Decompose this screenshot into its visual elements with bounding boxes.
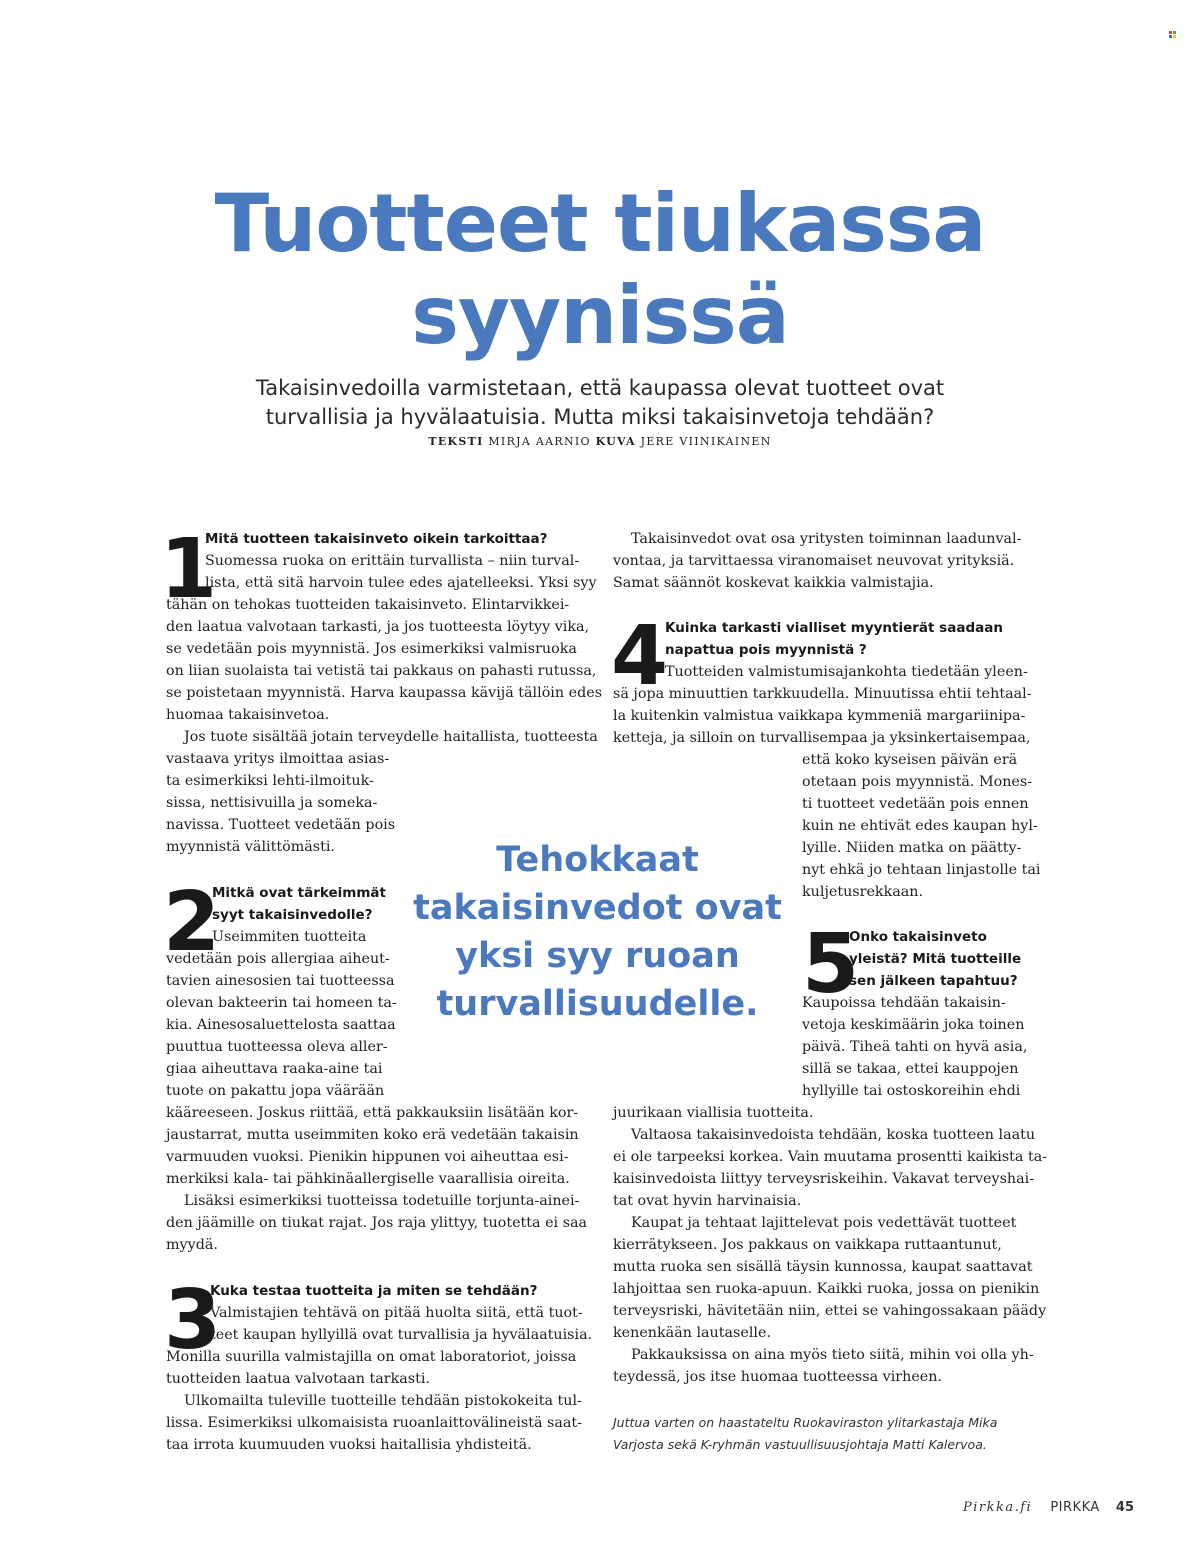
text-line: päivä. Tiheä tahti on hyvä asia, bbox=[802, 1039, 1028, 1055]
text-line: vetoja keskimäärin joka toinen bbox=[802, 1017, 1025, 1033]
text-line: ti tuotteet vedetään pois ennen bbox=[802, 796, 1029, 812]
section-3-continued bbox=[613, 528, 1021, 594]
text-line: Tuotteiden valmistumisajankohta tiedetään yleen- bbox=[665, 664, 1028, 680]
section-1 bbox=[166, 528, 602, 858]
text-author: MIRJA AARNIO bbox=[488, 435, 591, 448]
text-line: tuotteiden laatua valvotaan tarkasti. bbox=[166, 1371, 430, 1387]
text-line: mutta ruoka sen sisällä täysin kunnossa, kaupat saattavat bbox=[613, 1259, 1033, 1275]
text-line: juurikaan viallisia tuotteita. bbox=[613, 1105, 814, 1121]
page-footer bbox=[900, 1500, 1134, 1515]
text-line: tuote on pakattu jopa väärään bbox=[166, 1083, 385, 1099]
text-line: kaisinvedoista liittyy terveysriskeihin. Vakavat terveyshai- bbox=[613, 1171, 1035, 1187]
text-line: lista, että sitä harvoin tulee edes ajatelleeksi. Yksi syy bbox=[205, 575, 597, 591]
text-line: myydä. bbox=[166, 1237, 218, 1253]
text-line: vedetään pois allergiaa aiheut- bbox=[166, 951, 390, 967]
text-line: Pakkauksissa on aina myös tieto siitä, mihin voi olla yh- bbox=[631, 1347, 1034, 1363]
text-line: sissa, nettisivuilla ja someka- bbox=[166, 795, 378, 811]
text-line: jaustarrat, mutta useimmiten koko erä vedetään takaisin bbox=[166, 1127, 579, 1143]
section-3 bbox=[164, 1273, 593, 1456]
text-line: kierrätykseen. Jos pakkaus on vaikkapa ruttaantunut, bbox=[613, 1237, 1002, 1253]
title-line: syynissä bbox=[411, 269, 789, 362]
text-line: se poistetaan myynnistä. Harva kaupassa kävijä tällöin edes bbox=[166, 685, 603, 701]
pull-quote-line: turvallisuudelle. bbox=[436, 984, 759, 1024]
section-number-5: 5 bbox=[802, 917, 858, 1012]
text-line: den jäämille on tiukat rajat. Jos raja ylittyy, tuotetta ei saa bbox=[166, 1215, 588, 1231]
text-line: kia. Ainesosaluettelosta saattaa bbox=[166, 1017, 396, 1033]
text-line: se vedetään pois myynnistä. Jos esimerkiksi valmisruoka bbox=[166, 641, 577, 657]
section-number-1: 1 bbox=[160, 522, 216, 617]
text-line: Useimmiten tuotteita bbox=[212, 929, 367, 945]
section-2-question: Mitkä ovat tärkeimmät bbox=[212, 885, 386, 901]
text-line: giaa aiheuttava raaka-aine tai bbox=[166, 1061, 383, 1077]
text-line: kuin ne ehtivät edes kaupan hyl- bbox=[802, 818, 1038, 834]
text-line: olevan bakteerin tai homeen ta- bbox=[166, 995, 397, 1011]
section-number-2: 2 bbox=[163, 875, 219, 970]
pull-quote-line: Tehokkaat bbox=[496, 840, 699, 880]
pull-quote bbox=[410, 836, 785, 1028]
text-line: kuljetusrekkaan. bbox=[802, 884, 924, 900]
text-line: teydessä, jos itse huomaa tuotteessa virheen. bbox=[613, 1369, 943, 1385]
section-4-question: napattua pois myynnistä ? bbox=[665, 642, 867, 658]
text-line: lahjoittaa sen ruoka-apuun. Kaikki ruoka, jossa on pienikin bbox=[613, 1281, 1040, 1297]
text-line: Suomessa ruoka on erittäin turvallista – niin turval- bbox=[205, 553, 580, 569]
text-line: teet kaupan hyllyillä ovat turvallisia ja hyvälaatuisia. bbox=[210, 1327, 593, 1343]
text-line: on liian suolaista tai vetistä tai pakkaus on pahasti rutussa, bbox=[166, 663, 597, 679]
text-line: Jos tuote sisältää jotain terveydelle haitallista, tuotteesta bbox=[184, 729, 598, 745]
section-5-question: yleistä? Mitä tuotteille bbox=[849, 951, 1022, 967]
text-line: tavien ainesosien tai tuotteessa bbox=[166, 973, 395, 989]
text-line: varmuuden vuoksi. Pienikin hippunen voi aiheuttaa esi- bbox=[166, 1149, 569, 1165]
text-line: ta esimerkiksi lehti-ilmoituk- bbox=[166, 773, 374, 789]
text-line: la kuitenkin valmistua vaikkapa kymmeniä margariinipa- bbox=[613, 708, 1026, 724]
corner-color-mark bbox=[1169, 31, 1176, 38]
title-line: Tuotteet tiukassa bbox=[214, 177, 986, 270]
text-line: navissa. Tuotteet vedetään pois bbox=[166, 817, 396, 833]
text-line: kääreeseen. Joskus riittää, että pakkauksiin lisätään kor- bbox=[166, 1105, 579, 1121]
note-line: Varjosta sekä K-ryhmän vastuullisuusjohtaja Matti Kalervoa. bbox=[613, 1437, 987, 1452]
text-label: TEKSTI bbox=[428, 435, 484, 448]
text-line: että koko kyseisen päivän erä bbox=[802, 752, 1018, 768]
text-line: Monilla suurilla valmistajilla on omat laboratoriot, joissa bbox=[166, 1349, 577, 1365]
text-line: nyt ehkä jo tehtaan linjastolle tai bbox=[802, 862, 1041, 878]
text-line: Kaupat ja tehtaat lajittelevat pois vedettävät tuotteet bbox=[631, 1215, 1017, 1231]
text-line: vontaa, ja tarvittaessa viranomaiset neuvovat yrityksiä. bbox=[613, 553, 1015, 569]
section-2-question: syyt takaisinvedolle? bbox=[212, 907, 373, 923]
text-line: hyllyille tai ostoskoreihin ehdi bbox=[802, 1083, 1021, 1099]
text-line: ketteja, ja silloin on turvallisempaa ja yksinkertaisempaa, bbox=[613, 730, 1031, 746]
text-line: ei ole tarpeeksi korkea. Vain muutama prosentti kaikista ta- bbox=[613, 1149, 1048, 1165]
text-line: kenenkään lautaselle. bbox=[613, 1325, 771, 1341]
section-1-question: Mitä tuotteen takaisinveto oikein tarkoittaa? bbox=[205, 531, 548, 547]
text-line: lissa. Esimerkiksi ulkomaisista ruoanlaittovälineistä saat- bbox=[166, 1415, 582, 1431]
article-title bbox=[100, 178, 1100, 362]
section-number-4: 4 bbox=[611, 609, 667, 704]
section-number-3: 3 bbox=[164, 1273, 220, 1368]
pull-quote-line: yksi syy ruoan bbox=[455, 936, 740, 976]
text-line: Ulkomailta tuleville tuotteille tehdään pistokokeita tul- bbox=[184, 1393, 582, 1409]
magazine-name: PIRKKA bbox=[1050, 1500, 1100, 1515]
text-line: Kaupoissa tehdään takaisin- bbox=[802, 995, 1006, 1011]
text-line: terveysriski, hävitetään niin, ettei se vahingossakaan päädy bbox=[613, 1303, 1047, 1319]
lead-line: Takaisinvedoilla varmistetaan, että kaupassa olevat tuotteet ovat bbox=[255, 376, 945, 400]
page-number: 45 bbox=[1115, 1500, 1134, 1515]
site-url: Pirkka.fi bbox=[962, 1500, 1033, 1515]
note-line: Juttua varten on haastateltu Ruokaviraston ylitarkastaja Mika bbox=[613, 1415, 998, 1430]
text-line: myynnistä välittömästi. bbox=[166, 839, 335, 855]
text-line: vastaava yritys ilmoittaa asias- bbox=[166, 751, 390, 767]
pull-quote-line: takaisinvedot ovat bbox=[413, 888, 782, 928]
text-line: den laatua valvotaan tarkasti, ja jos tuotteesta löytyy vika, bbox=[166, 619, 590, 635]
lead-line: turvallisia ja hyvälaatuisia. Mutta miksi takaisinvetoja tehdään? bbox=[265, 405, 935, 429]
text-line: sä jopa minuuttien tarkkuudella. Minuutissa ehtii tehtaal- bbox=[613, 686, 1032, 702]
text-line: huomaa takaisinvetoa. bbox=[166, 707, 330, 723]
section-5-question: Onko takaisinveto bbox=[849, 929, 987, 945]
byline bbox=[150, 435, 1050, 448]
text-line: taa irrota kuumuuden vuoksi haitallisia yhdisteitä. bbox=[166, 1437, 532, 1453]
interview-note bbox=[613, 1412, 997, 1456]
text-line: lyille. Niiden matka on päätty- bbox=[802, 840, 1022, 856]
lead-paragraph bbox=[150, 374, 1050, 432]
text-line: sillä se takaa, ettei kauppojen bbox=[802, 1061, 1019, 1077]
text-line: puuttua tuotteessa oleva aller- bbox=[166, 1039, 388, 1055]
section-3-question: Kuka testaa tuotteita ja miten se tehdään? bbox=[210, 1283, 538, 1299]
text-line: Valmistajien tehtävä on pitää huolta siitä, että tuot- bbox=[210, 1305, 583, 1321]
text-line: tat ovat hyvin harvinaisia. bbox=[613, 1193, 802, 1209]
section-4-question: Kuinka tarkasti vialliset myyntierät saadaan bbox=[665, 620, 1003, 636]
text-line: otetaan pois myynnistä. Mones- bbox=[802, 774, 1033, 790]
photo-author: JERE VIINIKAINEN bbox=[640, 435, 772, 448]
text-line: tähän on tehokas tuotteiden takaisinveto. Elintarvikkei- bbox=[166, 597, 570, 613]
text-line: Takaisinvedot ovat osa yritysten toiminnan laadunval- bbox=[631, 531, 1022, 547]
photo-label: KUVA bbox=[595, 435, 636, 448]
text-line: merkiksi kala- tai pähkinäallergiselle vaarallisia oireita. bbox=[166, 1171, 570, 1187]
text-line: Lisäksi esimerkiksi tuotteissa todetuille torjunta-ainei- bbox=[184, 1193, 580, 1209]
text-line: Valtaosa takaisinvedoista tehdään, koska tuotteen laatu bbox=[631, 1127, 1036, 1143]
section-5-question: sen jälkeen tapahtuu? bbox=[849, 973, 1018, 989]
text-line: Samat säännöt koskevat kaikkia valmistajia. bbox=[613, 575, 934, 591]
